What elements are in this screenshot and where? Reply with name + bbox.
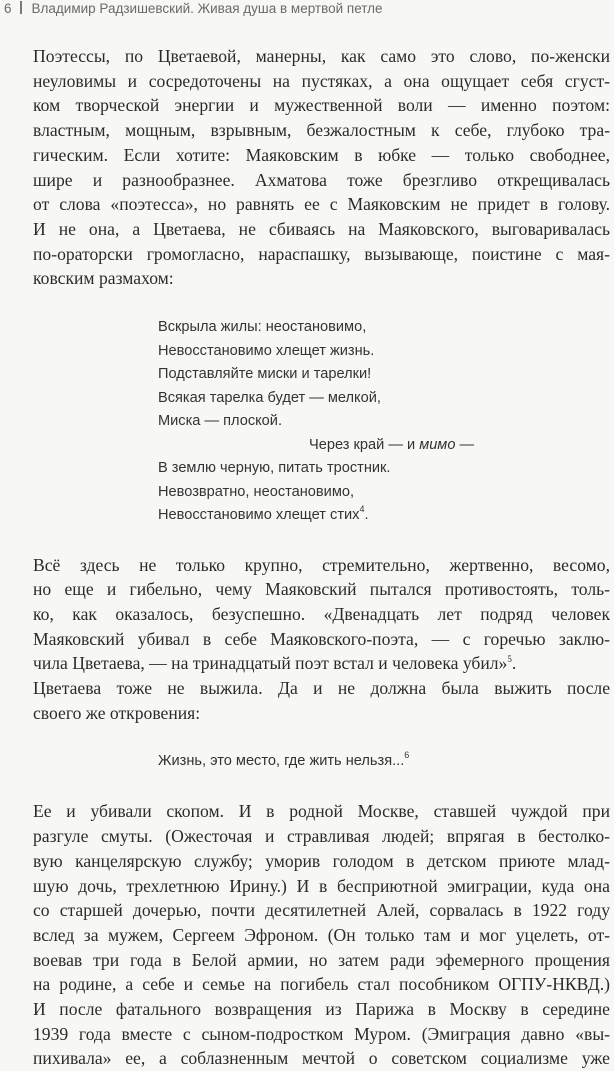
running-header — [4, 1, 604, 16]
text-line: со старшей дочерью, почти десятилетней Алей, сорвалась в 1922 году — [33, 900, 610, 921]
text-line: от слова «поэтесса», но равнять ее с Маяковским не придет в голову. — [33, 194, 610, 215]
running-title: Владимир Радзишевский. Живая душа в мертвой петле — [31, 1, 383, 16]
poem-line: Подставляйте миски и тарелки! — [158, 366, 372, 383]
text-line: шую дочь, трехлетнюю Ирину.) И в бесприютной эмиграции, куда она — [33, 875, 610, 896]
text-line: Ее и убивали скопом. И в родной Москве, ставшей чуждой при — [33, 801, 610, 822]
paragraph-2 — [0, 553, 610, 677]
paragraph-1 — [0, 44, 610, 291]
text-line: ко, как оказалось, безуспешно. «Двенадцать лет подряд человек — [33, 603, 610, 624]
poem-line: В землю черную, питать тростник. — [158, 460, 391, 477]
poem-text: — — [455, 436, 475, 453]
text-line: ком творческой энергии и мужественной воли — именно поэтом: — [33, 95, 610, 116]
text-line: шире и разнообразнее. Ахматова тоже брезгливо открещивалась — [33, 169, 610, 190]
quote-excerpt — [158, 750, 610, 773]
paragraph-3 — [0, 676, 610, 725]
text-line: по-ораторски громогласно, нараспашку, вызывающе, поистине с мая- — [33, 243, 610, 264]
text-line: неуловимы и сосредоточены на пустяках, а она ощущает себя сгуст- — [33, 70, 610, 91]
text-line: Цветаева тоже не выжила. Да и не должна была выжить после — [33, 678, 610, 699]
paragraph-4 — [0, 799, 610, 1071]
text-line: Поэтессы, по Цветаевой, манерны, как само это слово, по-женски — [33, 46, 610, 66]
poem-text: Невосстановимо хлещет стих — [158, 507, 360, 524]
text-line: И после фатального возвращения из Парижа в Москву в середине — [33, 999, 610, 1020]
text-line: Всё здесь не только крупно, стремительно, жертвенно, весомо, — [33, 554, 610, 575]
footnote-marker: 6 — [404, 750, 410, 761]
footnote-marker: 5 — [507, 654, 512, 665]
footnote-marker: 4 — [359, 504, 365, 515]
text-line: властным, мощным, взрывным, безжалостным к себе, глубоко тра- — [33, 120, 610, 141]
text-line: вслед за мужем, Сергеем Эфроном. (Он только там и мог уцелеть, от- — [33, 924, 610, 945]
page-number: 6 — [4, 1, 12, 16]
text-line: но еще и гибельно, чему Маяковский пытался противостоять, толь- — [33, 579, 610, 600]
poem-line: Невосстановимо хлещет жизнь. — [158, 342, 375, 359]
header-divider — [20, 1, 22, 14]
text-run: . — [511, 653, 517, 674]
poem-text: . — [364, 507, 369, 524]
poem-line: Всякая тарелка будет — мелкой, — [158, 389, 381, 406]
poem-text: Через край — и — [309, 436, 420, 453]
text-line: воевав три года в Белой армии, но затем ради эфемерного прощения — [33, 949, 610, 970]
poem-line: Миска — плоской. — [158, 413, 282, 430]
text-line: ковским размахом: — [33, 268, 174, 289]
text-line: на родине, а себе и семье на погибель стал пособником ОГПУ-НКВД.) — [33, 974, 610, 995]
text-line: пихивала» ее, а соблазненным мечтой о советском социализме уже — [33, 1048, 610, 1069]
page-body — [0, 44, 610, 1071]
poem-italic-word: мимо — [419, 436, 456, 453]
text-line: разгуле смуты. (Ожесточая и стравливая людей; впрягая в бестолко- — [33, 826, 610, 847]
poem-excerpt — [158, 316, 610, 528]
poem-line: Невозвратно, неостановимо, — [158, 483, 355, 500]
text-line: своего же откровения: — [33, 702, 201, 723]
poem-line-last — [158, 504, 610, 528]
text-line: Маяковский убивал в себе Маяковского-поэта, — с горечью заклю- — [33, 628, 610, 649]
text-line: 1939 года вместе с сыном-подростком Муром. (Эмиграция давно «вы- — [33, 1023, 610, 1044]
text-line: И не она, а Цветаева, не сбиваясь на Маяковского, выговаривалась — [33, 218, 610, 239]
quote-text: Жизнь, это место, где жить нельзя... — [158, 753, 405, 770]
poem-line: Вскрыла жилы: неостановимо, — [158, 319, 367, 336]
text-line — [0, 651, 610, 676]
text-line: вую канцелярскую службу; уморив голодом в детском приюте млад- — [33, 850, 610, 871]
poem-line-indented — [158, 434, 610, 458]
text-run: чила Цветаева, — на тринадцатый поэт встал и человека убил» — [33, 653, 508, 674]
text-line: гическим. Если хотите: Маяковским в юбке — только свободнее, — [33, 144, 610, 165]
